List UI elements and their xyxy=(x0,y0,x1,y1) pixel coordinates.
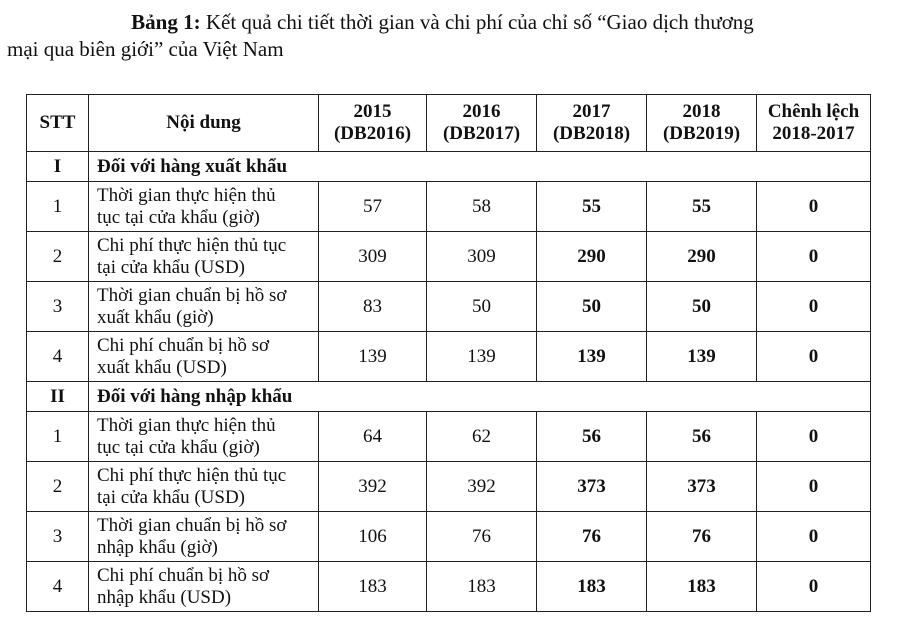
table-row xyxy=(27,512,871,562)
row-content-line1: Thời gian chuẩn bị hồ sơ xyxy=(97,514,287,536)
cell-2017: 56 xyxy=(537,412,647,462)
row-content xyxy=(89,512,319,562)
cell-2018: 76 xyxy=(647,512,757,562)
section-title: Đối với hàng xuất khẩu xyxy=(89,152,871,182)
table-row xyxy=(27,562,871,612)
caption-line-2: mại qua biên giới” của Việt Nam xyxy=(7,37,284,61)
cell-2016: 62 xyxy=(427,412,537,462)
row-content-line2: nhập khẩu (USD) xyxy=(97,586,232,608)
header-2018 xyxy=(647,95,757,152)
header-diff-line2: 2018-2017 xyxy=(772,123,855,144)
caption-text-1: Kết quả chi tiết thời gian và chi phí của chỉ số “Giao dịch thương xyxy=(205,10,754,34)
cell-2016: 58 xyxy=(427,182,537,232)
cell-2018: 183 xyxy=(647,562,757,612)
header-2016-db: (DB2017) xyxy=(442,123,521,144)
cell-2015: 309 xyxy=(319,232,427,282)
row-content-line2: xuất khẩu (giờ) xyxy=(97,306,214,328)
cell-2017: 55 xyxy=(537,182,647,232)
cell-2018: 373 xyxy=(647,462,757,512)
cell-2017: 50 xyxy=(537,282,647,332)
cell-2017: 139 xyxy=(537,332,647,382)
header-2015-year: 2015 xyxy=(353,101,392,122)
row-content xyxy=(89,332,319,382)
table-row xyxy=(27,232,871,282)
cell-diff: 0 xyxy=(757,282,871,332)
row-content-line1: Chi phí thực hiện thủ tục xyxy=(97,234,287,256)
header-2016 xyxy=(427,95,537,152)
cell-2017: 76 xyxy=(537,512,647,562)
row-stt: 1 xyxy=(27,412,89,462)
cell-2016: 392 xyxy=(427,462,537,512)
table-row xyxy=(27,412,871,462)
row-stt: 1 xyxy=(27,182,89,232)
cell-2018: 50 xyxy=(647,282,757,332)
row-stt: 4 xyxy=(27,332,89,382)
cell-diff: 0 xyxy=(757,412,871,462)
header-row xyxy=(27,95,871,152)
cell-2015: 106 xyxy=(319,512,427,562)
table-row xyxy=(27,332,871,382)
row-content xyxy=(89,282,319,332)
row-content-line1: Thời gian thực hiện thủ xyxy=(97,414,276,436)
cell-2015: 139 xyxy=(319,332,427,382)
caption-label: Bảng 1: xyxy=(131,10,201,34)
header-2016-year: 2016 xyxy=(462,101,501,122)
section-numeral: II xyxy=(27,382,89,412)
table-row xyxy=(27,462,871,512)
section-numeral: I xyxy=(27,152,89,182)
header-2017-year: 2017 xyxy=(572,101,611,122)
row-stt: 2 xyxy=(27,462,89,512)
cell-2015: 392 xyxy=(319,462,427,512)
header-2017-db: (DB2018) xyxy=(552,123,631,144)
caption-line-1 xyxy=(0,9,897,36)
cell-diff: 0 xyxy=(757,512,871,562)
cell-2015: 57 xyxy=(319,182,427,232)
row-content-line2: tục tại cửa khẩu (giờ) xyxy=(97,206,260,228)
cell-2017: 183 xyxy=(537,562,647,612)
header-stt: STT xyxy=(27,95,89,152)
row-content xyxy=(89,412,319,462)
cell-diff: 0 xyxy=(757,332,871,382)
header-diff-line1: Chênh lệch xyxy=(767,101,860,122)
section-row-export xyxy=(27,152,871,182)
cell-2018: 139 xyxy=(647,332,757,382)
cell-2016: 76 xyxy=(427,512,537,562)
header-2017 xyxy=(537,95,647,152)
cell-2015: 64 xyxy=(319,412,427,462)
cell-2018: 56 xyxy=(647,412,757,462)
row-content-line2: tục tại cửa khẩu (giờ) xyxy=(97,436,260,458)
header-diff xyxy=(757,95,871,152)
row-content-line2: xuất khẩu (USD) xyxy=(97,356,227,378)
cell-2017: 373 xyxy=(537,462,647,512)
header-2018-year: 2018 xyxy=(682,101,721,122)
row-content-line1: Chi phí thực hiện thủ tục xyxy=(97,464,287,486)
cell-2016: 50 xyxy=(427,282,537,332)
row-content-line1: Chi phí chuẩn bị hồ sơ xyxy=(97,334,270,356)
cell-2018: 55 xyxy=(647,182,757,232)
cell-2015: 183 xyxy=(319,562,427,612)
row-stt: 2 xyxy=(27,232,89,282)
cell-2017: 290 xyxy=(537,232,647,282)
row-content-line2: tại cửa khẩu (USD) xyxy=(97,256,246,278)
row-content xyxy=(89,562,319,612)
row-content xyxy=(89,182,319,232)
cell-diff: 0 xyxy=(757,562,871,612)
row-content-line2: nhập khẩu (giờ) xyxy=(97,536,218,558)
table-row xyxy=(27,282,871,332)
cell-2016: 139 xyxy=(427,332,537,382)
header-2015 xyxy=(319,95,427,152)
row-stt: 3 xyxy=(27,282,89,332)
row-content-line1: Thời gian chuẩn bị hồ sơ xyxy=(97,284,287,306)
row-stt: 4 xyxy=(27,562,89,612)
row-content-line2: tại cửa khẩu (USD) xyxy=(97,486,246,508)
cell-2018: 290 xyxy=(647,232,757,282)
cell-diff: 0 xyxy=(757,232,871,282)
cell-2016: 183 xyxy=(427,562,537,612)
table-row xyxy=(27,182,871,232)
row-content-line1: Chi phí chuẩn bị hồ sơ xyxy=(97,564,270,586)
header-2015-db: (DB2016) xyxy=(333,123,412,144)
section-row-import xyxy=(27,382,871,412)
cell-2015: 83 xyxy=(319,282,427,332)
row-content xyxy=(89,462,319,512)
row-content xyxy=(89,232,319,282)
cell-2016: 309 xyxy=(427,232,537,282)
cell-diff: 0 xyxy=(757,462,871,512)
results-table xyxy=(26,94,871,612)
table-caption xyxy=(0,9,897,63)
header-2018-db: (DB2019) xyxy=(662,123,741,144)
cell-diff: 0 xyxy=(757,182,871,232)
row-content-line1: Thời gian thực hiện thủ xyxy=(97,184,276,206)
section-title: Đối với hàng nhập khẩu xyxy=(89,382,871,412)
row-stt: 3 xyxy=(27,512,89,562)
header-content: Nội dung xyxy=(89,95,319,152)
